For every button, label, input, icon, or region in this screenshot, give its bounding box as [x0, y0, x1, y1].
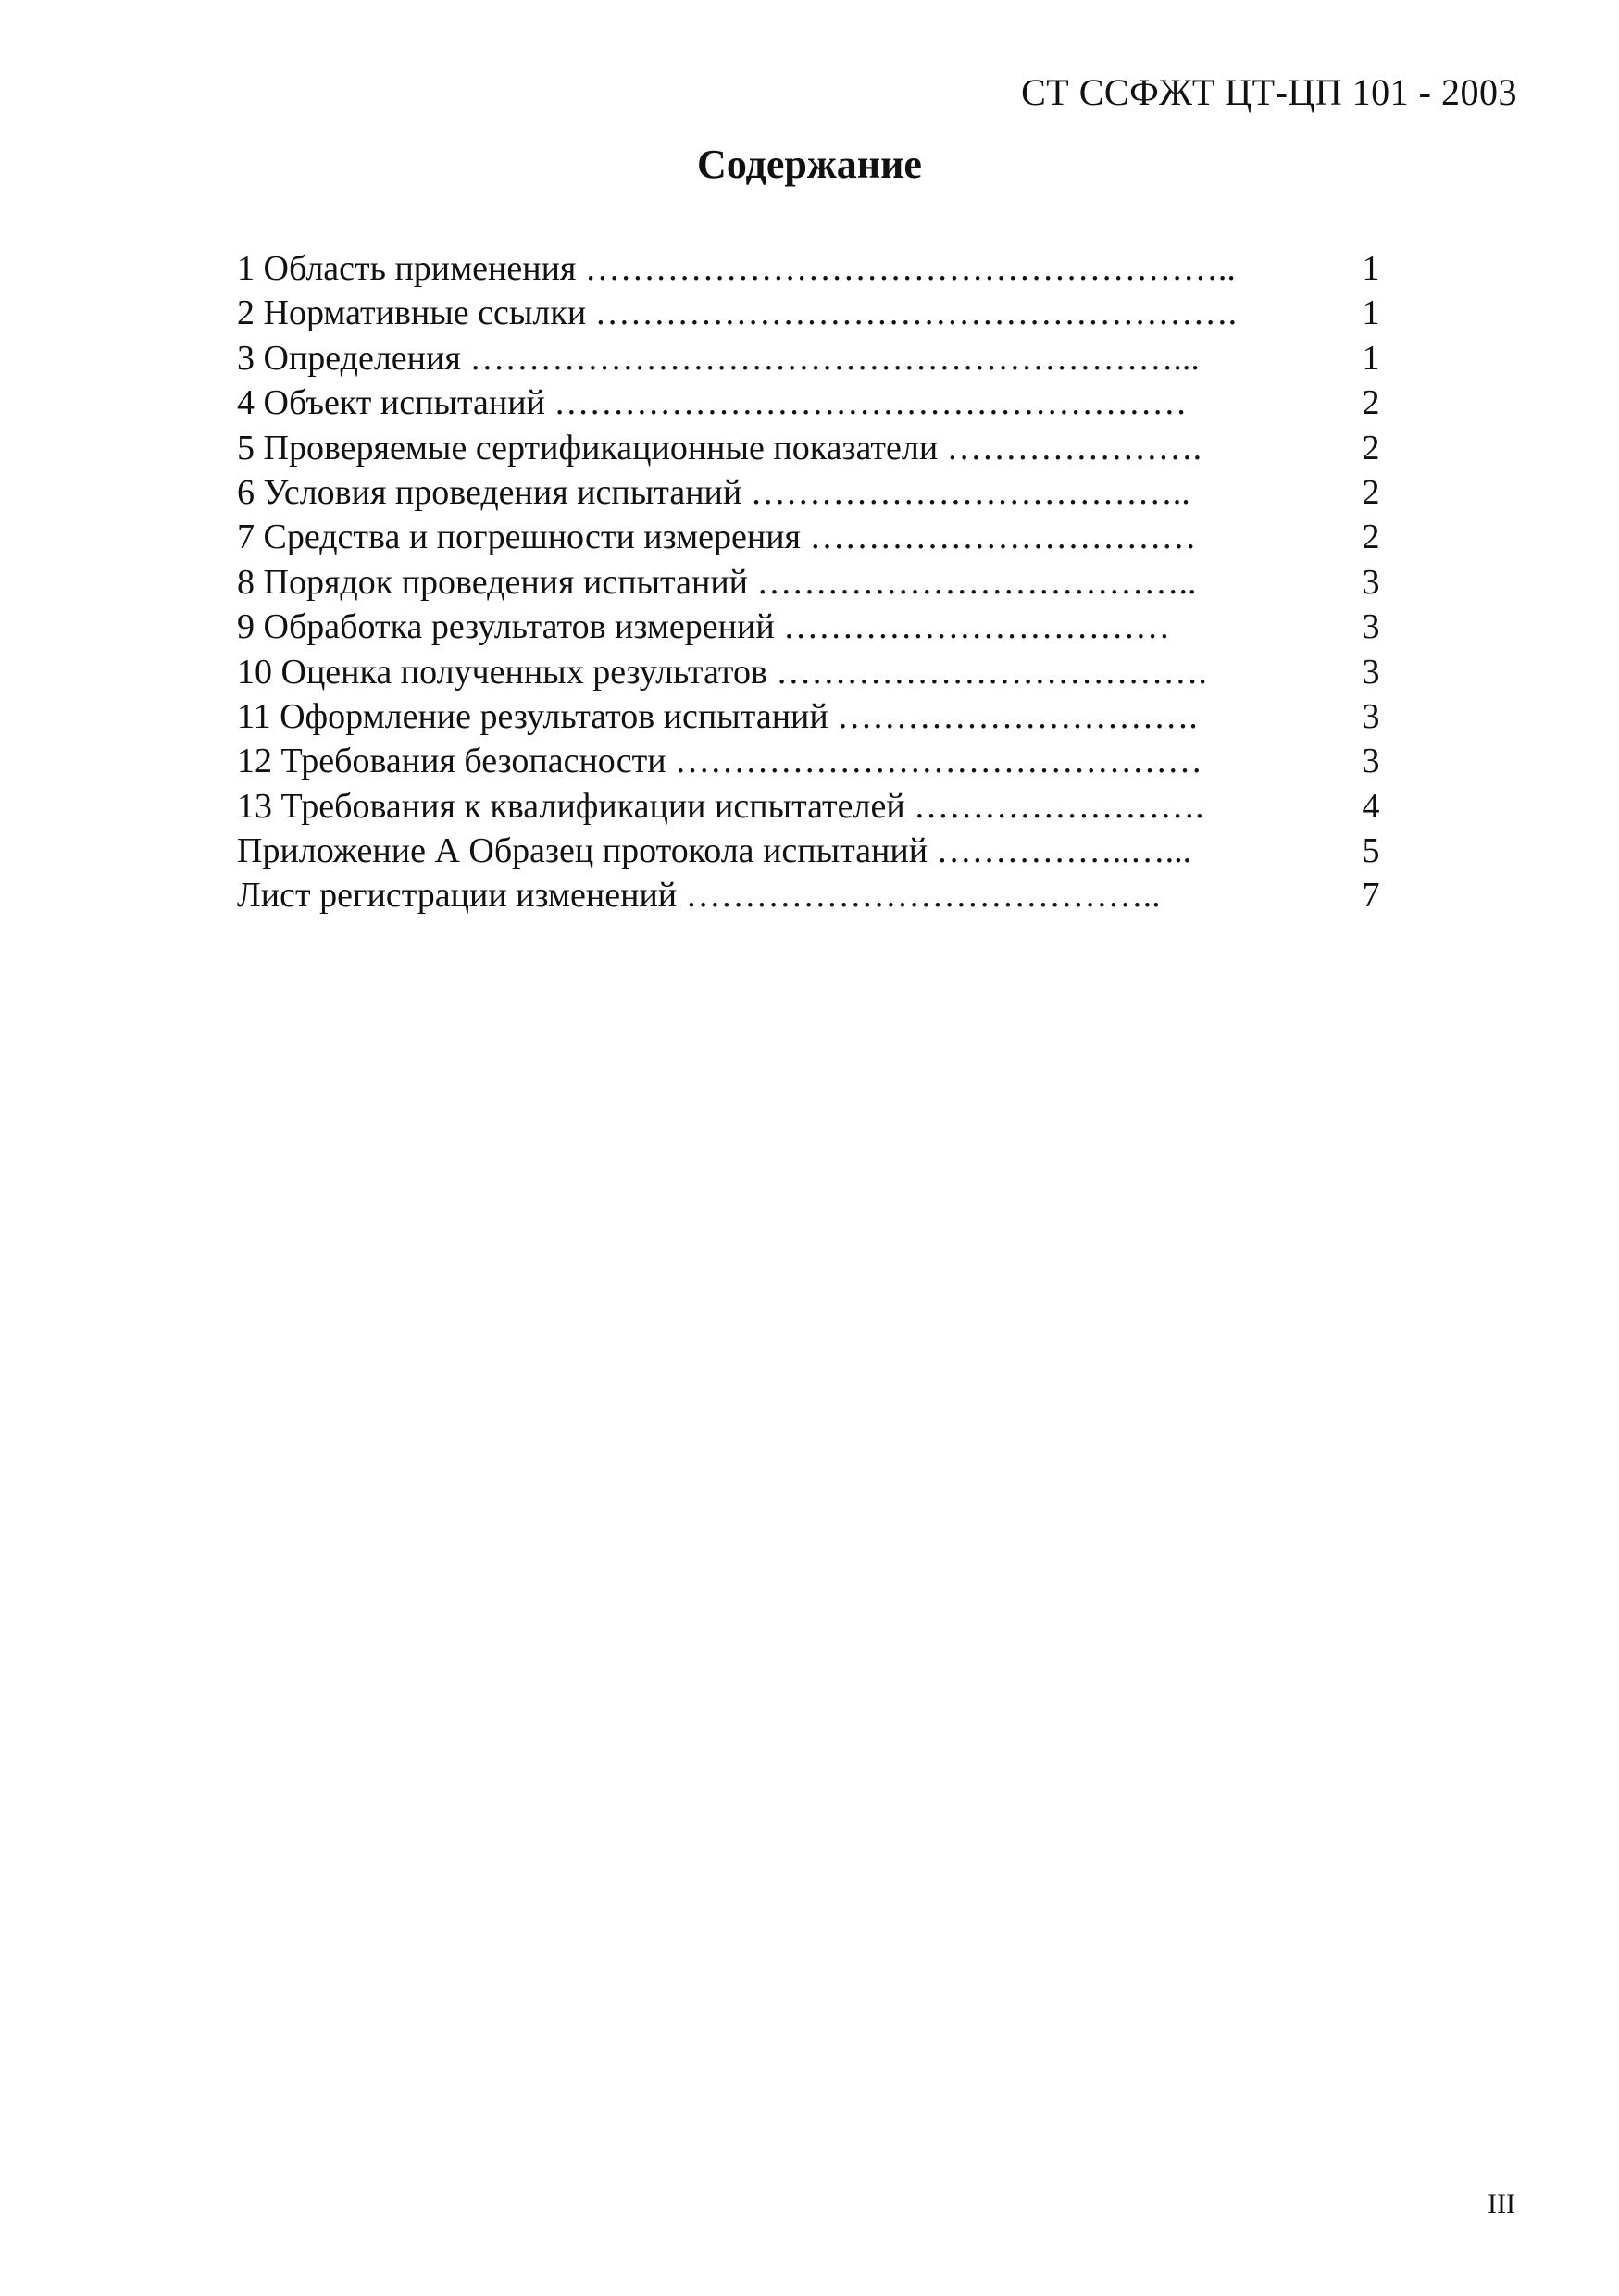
toc-entry-page: 3 [1362, 696, 1380, 736]
toc-entry [237, 739, 1385, 783]
toc-entry-text: 10 Оценка полученных результатов ………………………………. [237, 652, 1207, 692]
toc-entry [237, 873, 1385, 917]
toc-entry-page: 2 [1362, 472, 1380, 512]
toc-entry-page: 2 [1362, 383, 1380, 423]
toc-entry-page: 1 [1362, 249, 1380, 288]
toc-entry-text: 6 Условия проведения испытаний ……………………………….. [237, 472, 1190, 512]
toc-entry-page: 2 [1362, 428, 1380, 468]
toc-entry [237, 605, 1385, 649]
document-code-header: СТ ССФЖТ ЦТ-ЦП 101 - 2003 [1021, 71, 1517, 113]
toc-entry-text: 13 Требования к квалификации испытателей ……………………. [237, 786, 1204, 826]
toc-entry-page: 3 [1362, 742, 1380, 781]
toc-entry-page: 1 [1362, 293, 1380, 333]
toc-entry-text: 8 Порядок проведения испытаний ……………………………….. [237, 562, 1197, 602]
toc-entry-page: 4 [1362, 786, 1380, 826]
toc-entry [237, 650, 1385, 694]
toc-entry-text: 5 Проверяемые сертификационные показатели …………………. [237, 428, 1202, 468]
toc-entry-text: 9 Обработка результатов измерений …………………………… [237, 607, 1171, 647]
toc-entry [237, 694, 1385, 739]
toc-entry-text: 7 Средства и погрешности измерения …………………………… [237, 518, 1197, 557]
toc-entry-page: 5 [1362, 831, 1380, 871]
toc-entry-page: 3 [1362, 562, 1380, 602]
toc-entry [237, 784, 1385, 829]
toc-entry-text: 12 Требования безопасности ……………………………………… [237, 742, 1203, 781]
page-number: III [1488, 2189, 1515, 2219]
toc-entry-text: Лист регистрации изменений ………………………………….. [237, 876, 1161, 916]
toc-entry-text: 3 Определения ……………………………………………………... [237, 338, 1200, 378]
toc-entry [237, 515, 1385, 559]
toc-entry [237, 291, 1385, 335]
toc-entry-page: 2 [1362, 518, 1380, 557]
toc-entry [237, 560, 1385, 605]
toc-entry [237, 381, 1385, 425]
toc-entry-text: 1 Область применения ……………………………………………….. [237, 249, 1236, 288]
toc-entry-text: 4 Объект испытаний ……………………………………………… [237, 383, 1188, 423]
toc-entry-text: Приложение А Образец протокола испытаний ……………..…... [237, 831, 1192, 871]
toc-entry-page: 3 [1362, 652, 1380, 692]
toc-entry-text: 11 Оформление результатов испытаний …………………………. [237, 696, 1198, 736]
toc-entry [237, 829, 1385, 873]
toc-entry [237, 426, 1385, 470]
toc-entry-page: 7 [1362, 876, 1380, 916]
toc-entry [237, 470, 1385, 515]
toc-entry [237, 336, 1385, 381]
toc-entry-page: 1 [1362, 338, 1380, 378]
toc-list [237, 246, 1385, 918]
toc-entry [237, 246, 1385, 291]
toc-entry-page: 3 [1362, 607, 1380, 647]
toc-entry-text: 2 Нормативные ссылки ………………………………………………. [237, 293, 1238, 333]
toc-title: Содержание [697, 142, 922, 187]
